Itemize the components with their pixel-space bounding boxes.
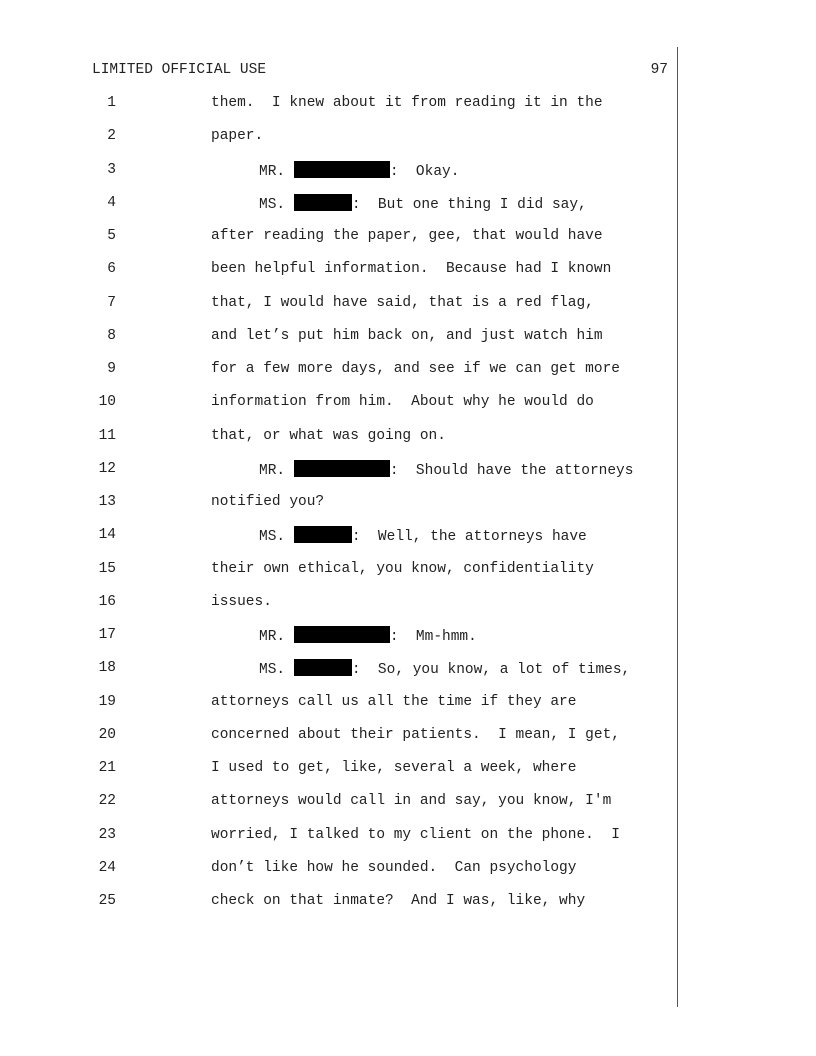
transcript-line	[0, 127, 816, 160]
line-number: 24	[98, 859, 116, 876]
line-number: 17	[98, 627, 116, 643]
line-text: attorneys call us all the time if they are	[211, 693, 577, 710]
transcript-line	[0, 260, 816, 293]
speaker-line	[259, 626, 477, 646]
line-number: 16	[98, 593, 116, 610]
line-number: 3	[107, 161, 116, 178]
speaker-title: MS.	[259, 662, 286, 679]
transcript-line	[0, 393, 816, 426]
line-number: 8	[107, 327, 116, 344]
transcript-line	[0, 460, 816, 493]
line-number: 11	[98, 427, 116, 444]
redaction-box	[294, 526, 352, 543]
transcript-line	[0, 294, 816, 327]
transcript-line	[0, 560, 816, 593]
transcript-line	[0, 859, 816, 892]
transcript-line	[0, 759, 816, 792]
line-number: 15	[98, 560, 116, 577]
line-number: 21	[98, 760, 116, 776]
speaker-title: MR.	[259, 462, 286, 479]
line-text: paper.	[211, 128, 264, 145]
transcript-lines	[0, 94, 816, 925]
line-number: 22	[98, 793, 116, 810]
transcript-line	[0, 693, 816, 726]
classification-header: LIMITED OFFICIAL USE	[92, 62, 267, 78]
transcript-line	[0, 360, 816, 393]
transcript-line	[0, 826, 816, 859]
line-number: 19	[98, 693, 116, 710]
line-number: 23	[98, 826, 116, 843]
redaction-box	[294, 194, 352, 211]
line-number: 13	[98, 494, 116, 510]
line-text: attorneys would call in and say, you know, I'm	[211, 793, 612, 810]
speaker-title: MS.	[259, 529, 286, 546]
transcript-line	[0, 227, 816, 260]
line-text: issues.	[211, 593, 272, 610]
line-text: notified you?	[211, 494, 325, 510]
speaker-line	[259, 194, 587, 214]
line-text: : Okay.	[389, 163, 460, 180]
redaction-box	[294, 626, 390, 643]
speaker-title: MR.	[259, 163, 286, 180]
line-text: don’t like how he sounded. Can psychology	[211, 859, 577, 876]
transcript-line	[0, 194, 816, 227]
line-text: been helpful information. Because had I known	[211, 261, 612, 278]
line-text: for a few more days, and see if we can get more	[211, 361, 620, 377]
line-text: worried, I talked to my client on the phone. I	[211, 826, 620, 843]
speaker-title: MR.	[259, 629, 286, 645]
line-number: 9	[107, 361, 116, 377]
transcript-line	[0, 892, 816, 925]
line-number: 1	[107, 95, 116, 111]
line-text: concerned about their patients. I mean, I get,	[211, 726, 620, 743]
transcript-line	[0, 161, 816, 194]
transcript-line	[0, 792, 816, 825]
line-number: 18	[98, 660, 116, 677]
line-number: 7	[107, 294, 116, 311]
line-number: 4	[107, 194, 116, 211]
line-text: : But one thing I did say,	[351, 196, 587, 213]
line-text: them. I knew about it from reading it in the	[211, 95, 603, 111]
redaction-box	[294, 460, 390, 477]
transcript-line	[0, 493, 816, 526]
line-text: : So, you know, a lot of times,	[351, 662, 631, 679]
line-text: : Mm-hmm.	[389, 629, 477, 645]
speaker-line	[259, 526, 587, 546]
speaker-line	[259, 161, 459, 181]
page-number: 97	[650, 62, 668, 78]
line-text: information from him. About why he would do	[211, 394, 594, 411]
transcript-line	[0, 593, 816, 626]
transcript-line	[0, 659, 816, 692]
transcript-line	[0, 526, 816, 559]
line-text: their own ethical, you know, confidentiality	[211, 560, 594, 577]
redaction-box	[294, 161, 390, 178]
line-text: that, or what was going on.	[211, 427, 446, 444]
line-number: 20	[98, 726, 116, 743]
line-number: 5	[107, 228, 116, 244]
speaker-line	[259, 460, 633, 480]
line-number: 10	[98, 394, 116, 411]
line-text: after reading the paper, gee, that would have	[211, 228, 603, 244]
speaker-line	[259, 659, 630, 679]
line-number: 2	[107, 128, 116, 145]
redaction-box	[294, 659, 352, 676]
line-number: 14	[98, 527, 116, 544]
transcript-line	[0, 626, 816, 659]
line-number: 6	[107, 261, 116, 278]
transcript-line	[0, 94, 816, 127]
line-number: 12	[98, 460, 116, 477]
speaker-title: MS.	[259, 196, 286, 213]
transcript-line	[0, 427, 816, 460]
transcript-line	[0, 327, 816, 360]
line-text: that, I would have said, that is a red flag,	[211, 294, 594, 311]
line-text: and let’s put him back on, and just watch him	[211, 327, 603, 344]
transcript-line	[0, 726, 816, 759]
line-text: I used to get, like, several a week, where	[211, 760, 577, 776]
line-text: check on that inmate? And I was, like, why	[211, 893, 586, 909]
line-number: 25	[98, 893, 116, 909]
line-text: : Well, the attorneys have	[351, 529, 587, 546]
line-text: : Should have the attorneys	[389, 462, 634, 479]
